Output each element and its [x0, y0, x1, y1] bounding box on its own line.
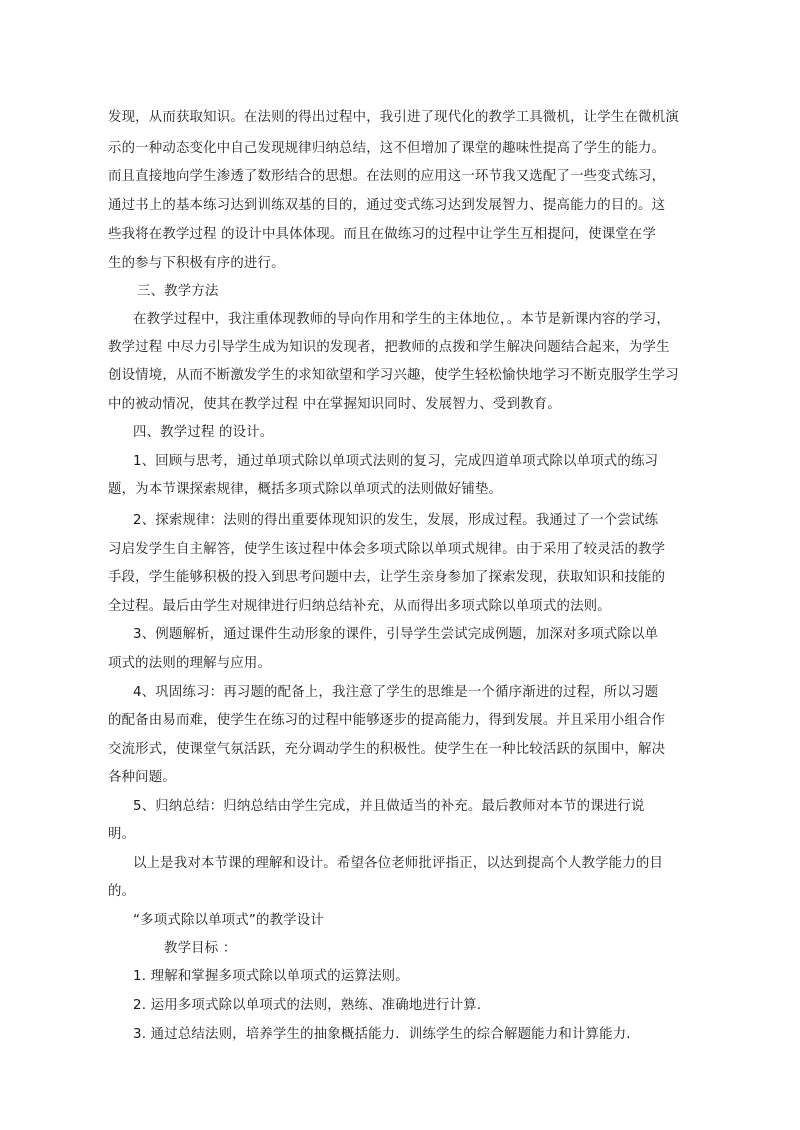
section-heading: 三、教学方法 — [137, 284, 219, 299]
paragraph-line: 2、探索规律：法则的得出重要体现知识的发生，发展，形成过程。我通过了一个尝试练 — [133, 513, 659, 528]
paragraph-line: 3、例题解析，通过课件生动形象的课件，引导学生尝试完成例题，加深对多项式除以单 — [133, 627, 659, 642]
paragraph-line: 生的参与下积极有序的进行。 — [108, 256, 285, 271]
paragraph-line: 习启发学生自主解答，使学生该过程中体会多项式除以单项式规律。由于采用了较灵活的教学 — [108, 542, 666, 557]
list-item: 1. 理解和掌握多项式除以单项式的运算法则。 — [133, 969, 409, 984]
paragraph-line: 通过书上的基本练习达到训练双基的目的，通过变式练习达到发展智力、提高能力的目的。这 — [108, 198, 666, 213]
paragraph-line: 的配备由易而难，使学生在练习的过程中能够逐步的提高能力，得到发展。并且采用小组合作 — [108, 713, 666, 728]
paragraph-line: 手段，学生能够积极的投入到思考问题中去，让学生亲身参加了探索发现，获取知识和技能的 — [108, 570, 666, 585]
list-item: 2. 运用多项式除以单项式的法则，熟练、准确地进行计算. — [133, 998, 482, 1013]
paragraph-line: 而且直接地向学生渗透了数形结合的思想。在法则的应用这一环节我又选配了一些变式练习， — [108, 169, 666, 184]
paragraph-line: 4、巩固练习：再习题的配备上，我注意了学生的思维是一个循序渐进的过程，所以习题 — [133, 685, 659, 700]
paragraph-line: 1、回顾与思考，通过单项式除以单项式法则的复习，完成四道单项式除以单项式的练习 — [133, 454, 659, 469]
design-title: “多项式除以单项式”的教学设计 — [133, 913, 324, 928]
objectives-heading: 教学目标 ： — [164, 941, 237, 956]
paragraph-line: 示的一种动态变化中自己发现规律归纳总结，这不但增加了课堂的趣味性提高了学生的能力。 — [108, 141, 666, 156]
paragraph-line: 些我将在教学过程 的设计中具体体现。而且在做练习的过程中让学生互相提问，使课堂在学 — [108, 227, 657, 242]
paragraph-line: 各种问题。 — [108, 770, 176, 785]
paragraph-line: 在教学过程中，我注重体现教师的导向作用和学生的主体地位，。本节是新课内容的学习， — [133, 312, 670, 327]
paragraph-line: 创设情境，从而不断激发学生的求知欲望和学习兴趣，使学生轻松愉快地学习不断克服学生学习 — [108, 368, 679, 383]
paragraph-line: 明。 — [108, 827, 136, 842]
paragraph-line: 的。 — [108, 884, 136, 899]
list-item: 3. 通过总结法则，培养学生的抽象概括能力．训练学生的综合解题能力和计算能力. — [133, 1027, 631, 1042]
paragraph-line: 项式的法则的理解与应用。 — [108, 656, 272, 671]
paragraph-line: 发现，从而获取知识。在法则的得出过程中，我引进了现代化的教学工具微机，让学生在微机演 — [108, 110, 679, 125]
paragraph-line: 交流形式，使课堂气氛活跃，充分调动学生的积极性。使学生在一种比较活跃的氛围中，解决 — [108, 742, 666, 757]
paragraph-line: 以上是我对本节课的理解和设计。希望各位老师批评指正，以达到提高个人教学能力的目 — [133, 856, 664, 871]
paragraph-line: 题，为本节课探索规律，概括多项式除以单项式的法则做好铺垫。 — [108, 482, 503, 497]
paragraph-line: 全过程。最后由学生对规律进行归纳总结补充，从而得出多项式除以单项式的法则。 — [108, 599, 611, 614]
paragraph-line: 教学过程 中尽力引导学生成为知识的发现者，把教师的点拨和学生解决问题结合起来，为学生 — [108, 340, 670, 355]
paragraph-line: 5、归纳总结：归纳总结由学生完成，并且做适当的补充。最后教师对本节的课进行说 — [133, 799, 645, 814]
section-heading: 四、教学过程 的设计。 — [133, 425, 274, 440]
paragraph-line: 中的被动情况，使其在教学过程 中在掌握知识同时、发展智力、受到教育。 — [108, 397, 561, 412]
